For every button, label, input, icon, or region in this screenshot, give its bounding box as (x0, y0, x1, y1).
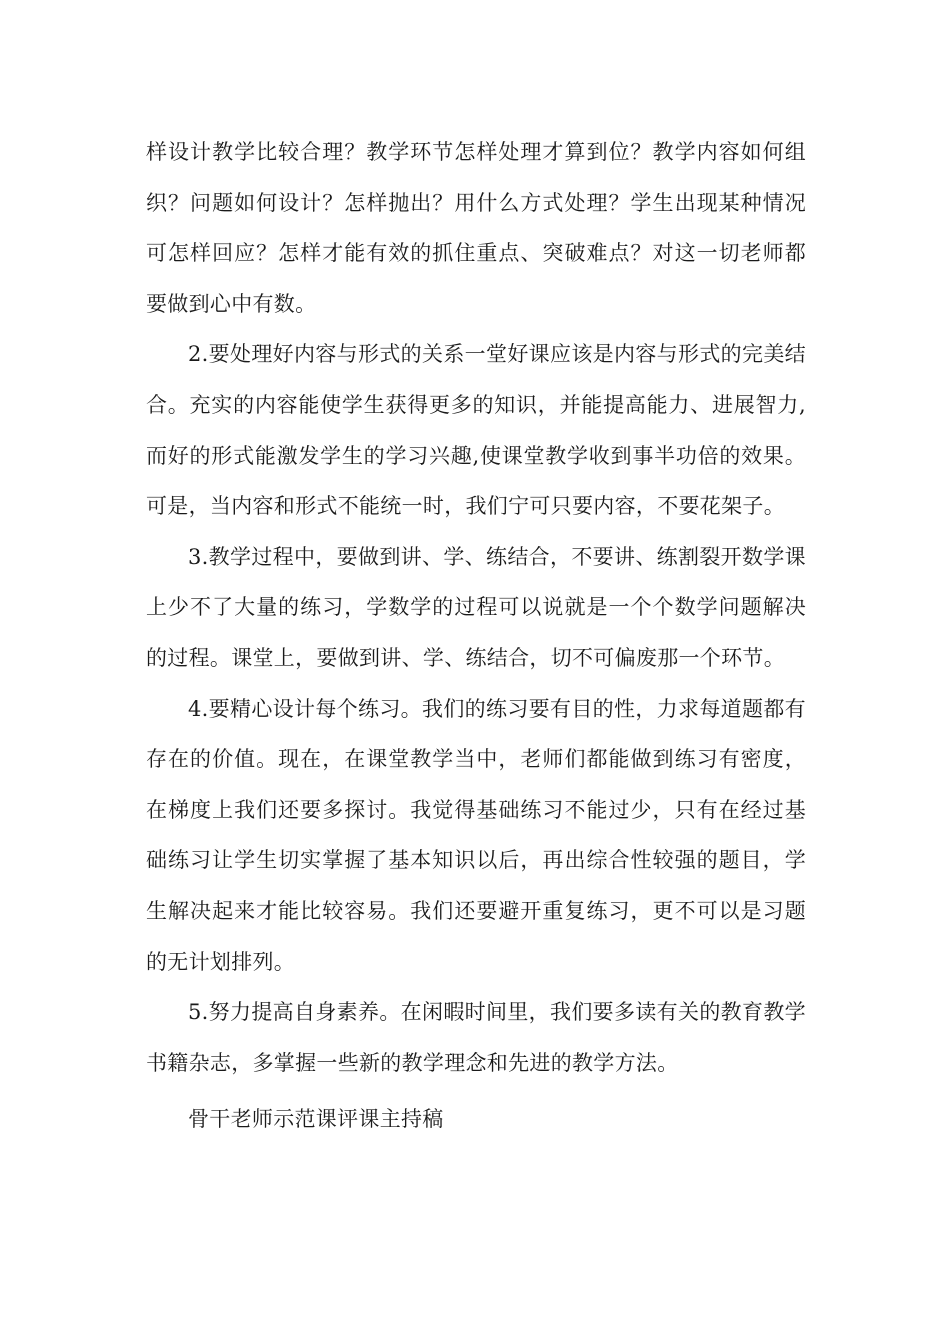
section-heading: 骨干老师示范课评课主持稿 (188, 1107, 444, 1132)
paragraph-point-5: 5.努力提高自身素养。在闲暇时间里，我们要多读有关的教育教学书籍杂志，多掌握一些新的教学理念和先进的教学方法。 (146, 1000, 806, 1075)
document-body (146, 127, 806, 1145)
paragraph-point-3: 3.教学过程中，要做到讲、学、练结合，不要讲、练割裂开数学课上少不了大量的练习，学数学的过程可以说就是一个个数学问题解决的过程。课堂上，要做到讲、学、练结合，切不可偏废那一个环节。 (146, 544, 806, 670)
paragraph-point-2: 2.要处理好内容与形式的关系一堂好课应该是内容与形式的完美结合。充实的内容能使学生获得更多的知识，并能提高能力、进展智力,而好的形式能激发学生的学习兴趣,使课堂教学收到事半功倍的效果。可是，当内容和形式不能统一时，我们宁可只要内容，不要花架子。 (146, 342, 806, 519)
paragraph-point-4: 4.要精心设计每个练习。我们的练习要有目的性，力求每道题都有存在的价值。现在，在课堂教学当中，老师们都能做到练习有密度，在梯度上我们还要多探讨。我觉得基础练习不能过少，只有在经过基础练习让学生切实掌握了基本知识以后，再出综合性较强的题目，学生解决起来才能比较容易。我们还要避开重复练习，更不可以是习题的无计划排列。 (146, 696, 806, 974)
paragraph-continuation: 样设计教学比较合理？教学环节怎样处理才算到位？教学内容如何组织？问题如何设计？怎样抛出？用什么方式处理？学生出现某种情况可怎样回应？怎样才能有效的抓住重点、突破难点？对这一切老师都要做到心中有数。 (146, 140, 806, 316)
